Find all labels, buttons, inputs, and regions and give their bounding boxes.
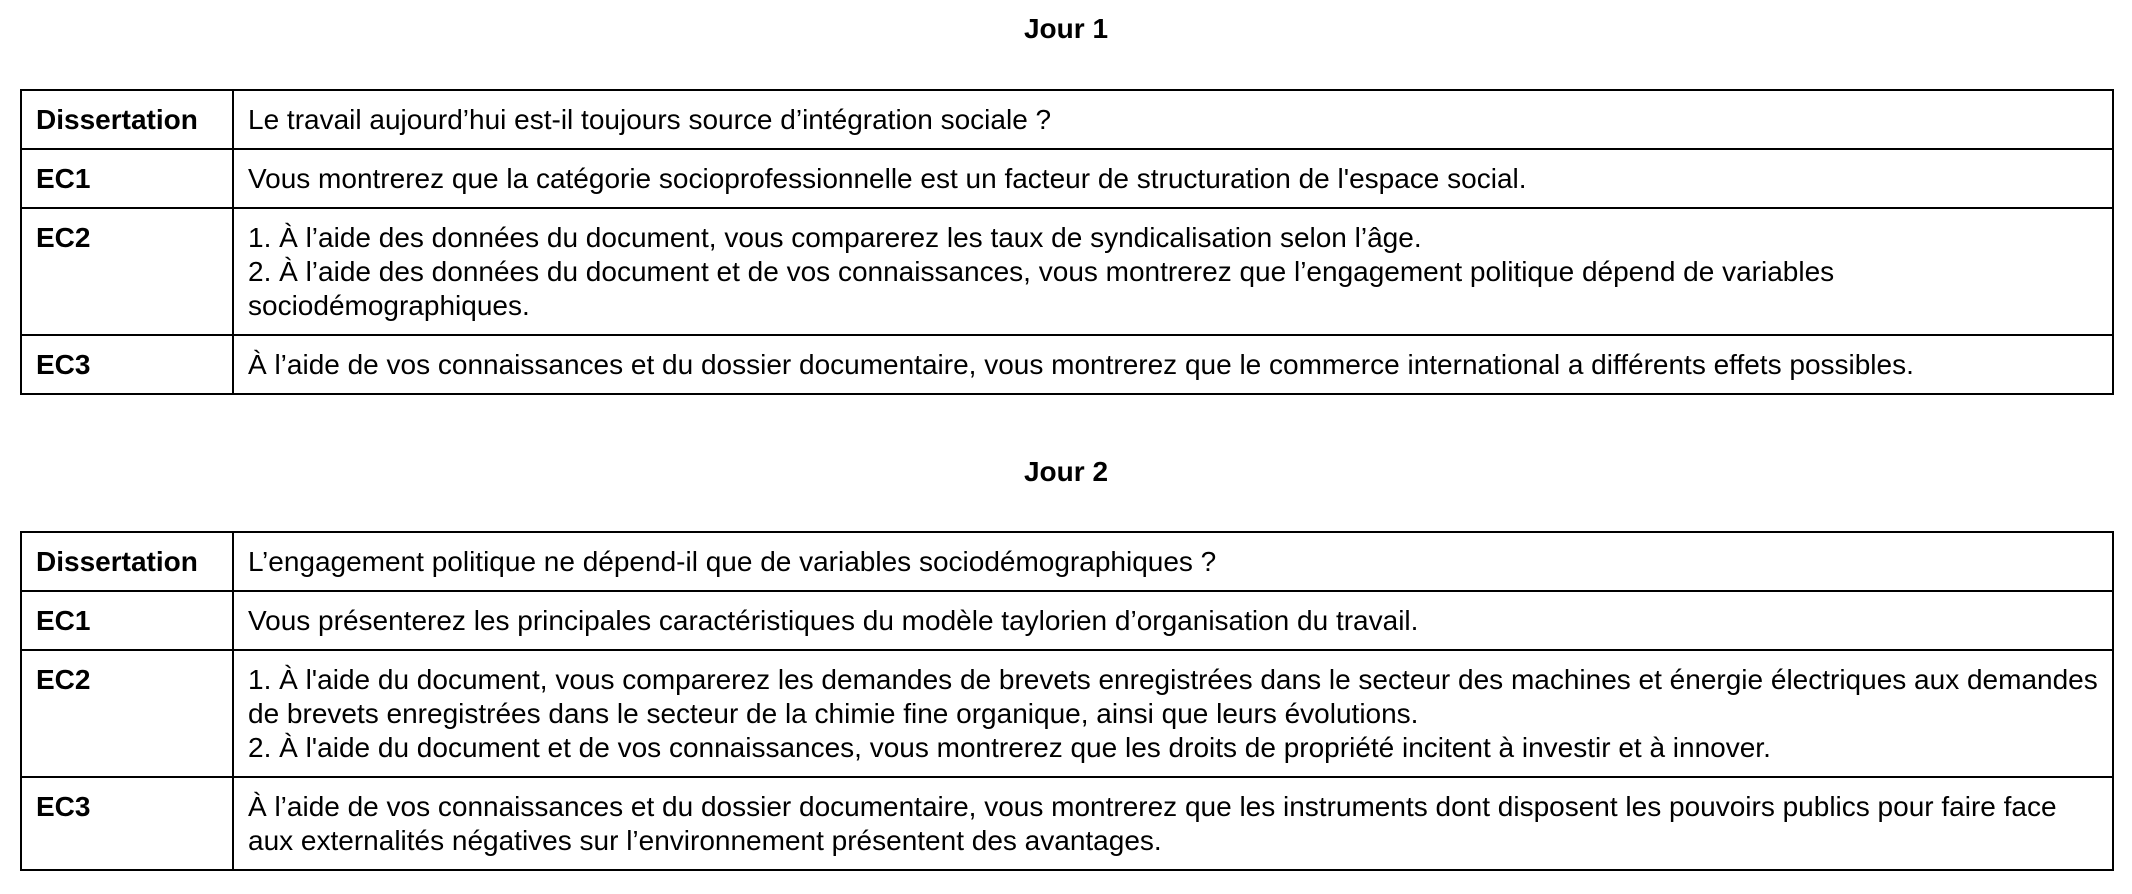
row-label: EC3 xyxy=(21,335,233,394)
question-line: 2. À l’aide des données du document et de vos connaissances, vous montrerez que l’engagement politique dépend de variables sociodémographiques. xyxy=(248,256,1835,321)
day-2-table xyxy=(20,531,2114,871)
row-text xyxy=(233,90,2113,149)
table-row-ec3 xyxy=(21,777,2113,870)
table-row-ec1 xyxy=(21,591,2113,650)
table-row-ec3 xyxy=(21,335,2113,394)
question-line: Vous montrerez que la catégorie socioprofessionnelle est un facteur de structuration de l'espace social. xyxy=(248,163,1527,194)
question-line: 2. À l'aide du document et de vos connaissances, vous montrerez que les droits de propriété incitent à investir et à innover. xyxy=(248,732,1771,763)
row-text xyxy=(233,149,2113,208)
row-text xyxy=(233,777,2113,870)
row-text xyxy=(233,335,2113,394)
question-line: L’engagement politique ne dépend-il que de variables sociodémographiques ? xyxy=(248,546,1217,577)
row-label: EC1 xyxy=(21,149,233,208)
day-2-title: Jour 2 xyxy=(1023,456,1109,487)
table-row-ec2 xyxy=(21,208,2113,335)
question-line: 1. À l’aide des données du document, vous comparerez les taux de syndicalisation selon l’âge. xyxy=(248,222,1422,253)
question-line: À l’aide de vos connaissances et du dossier documentaire, vous montrerez que le commerce international a différents effets possibles. xyxy=(248,349,1914,380)
day-1-table xyxy=(20,89,2114,395)
row-label: EC1 xyxy=(21,591,233,650)
table-row-dissertation xyxy=(21,90,2113,149)
table-row-dissertation xyxy=(21,532,2113,591)
row-text xyxy=(233,591,2113,650)
row-label: EC2 xyxy=(21,650,233,777)
row-text xyxy=(233,650,2113,777)
row-text xyxy=(233,532,2113,591)
question-line: Vous présenterez les principales caractéristiques du modèle taylorien d’organisation du travail. xyxy=(248,605,1419,636)
question-line: 1. À l'aide du document, vous comparerez les demandes de brevets enregistrées dans le secteur des machines et énergie électriques aux demandes de brevets enregistrées dans le secteur de la chimie fine organique, ainsi que leurs évolutions. xyxy=(248,664,2098,729)
row-label: Dissertation xyxy=(21,532,233,591)
question-line: Le travail aujourd’hui est-il toujours source d’intégration sociale ? xyxy=(248,104,1052,135)
day-1-title: Jour 1 xyxy=(1023,13,1109,44)
row-text xyxy=(233,208,2113,335)
table-row-ec1 xyxy=(21,149,2113,208)
table-row-ec2 xyxy=(21,650,2113,777)
row-label: EC2 xyxy=(21,208,233,335)
question-line: À l’aide de vos connaissances et du dossier documentaire, vous montrerez que les instruments dont disposent les pouvoirs publics pour faire face aux externalités négatives sur l’environnement présentent des avantages. xyxy=(248,791,2057,856)
row-label: Dissertation xyxy=(21,90,233,149)
row-label: EC3 xyxy=(21,777,233,870)
